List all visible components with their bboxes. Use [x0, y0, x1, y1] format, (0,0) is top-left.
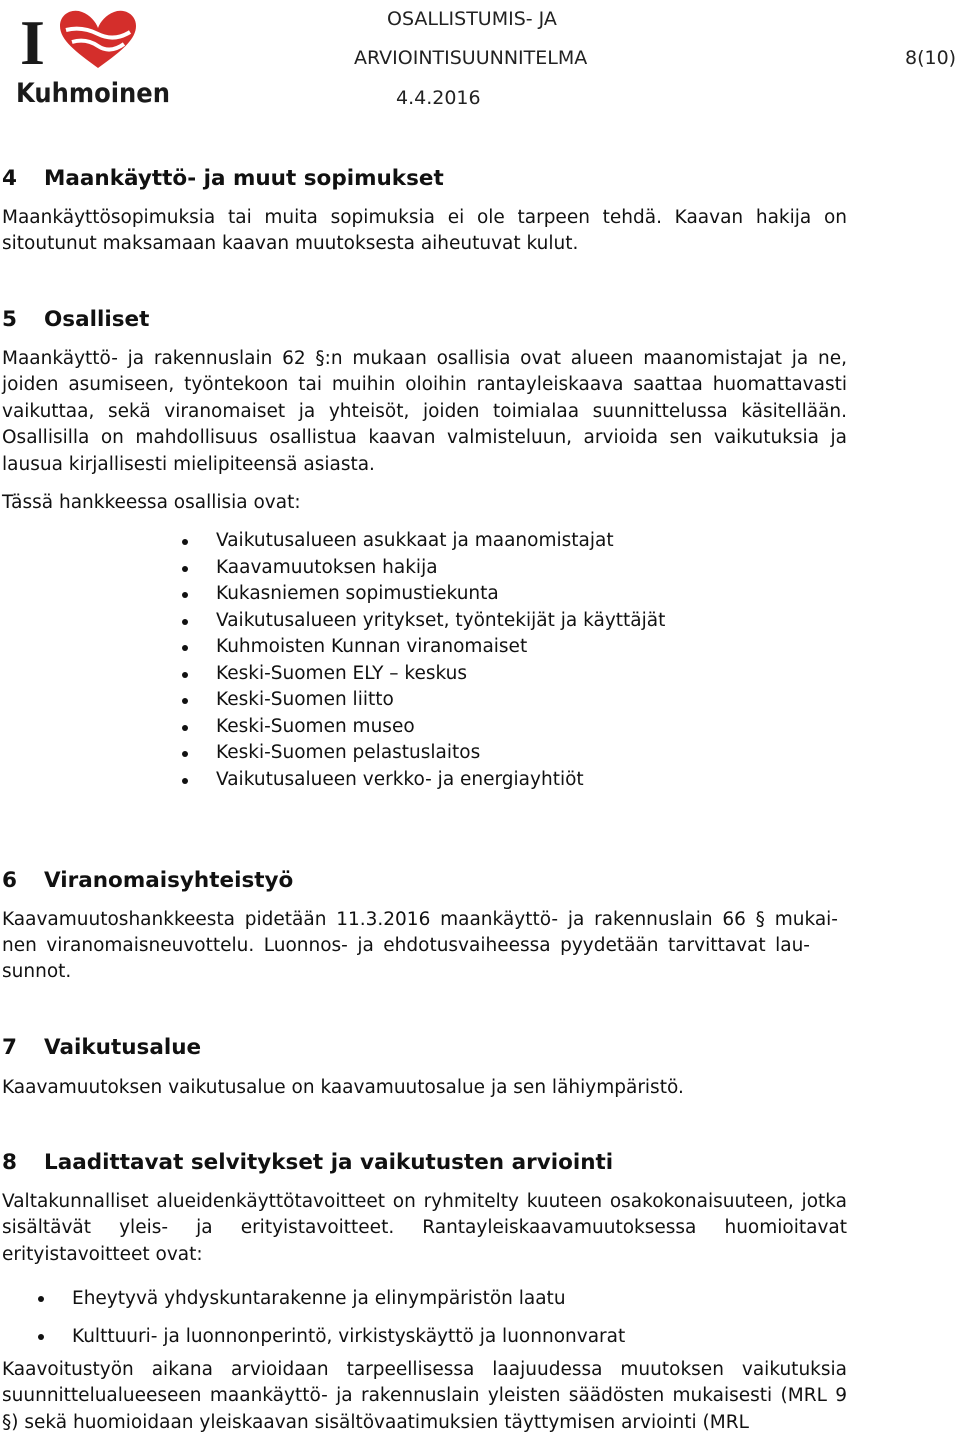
section-number: 7 [2, 1035, 17, 1060]
list-item: Vaikutusalueen yritykset, työntekijät ja käyttäjät [216, 608, 665, 635]
erityistavoitteet-list [72, 1280, 625, 1356]
list-item: Keski-Suomen pelastuslaitos [216, 740, 665, 767]
list-item: Vaikutusalueen asukkaat ja maanomistajat [216, 528, 665, 555]
kuhmoinen-logo [16, 6, 176, 110]
section-6-heading [2, 868, 293, 894]
section-5-heading [2, 307, 149, 333]
list-item: Kulttuuri- ja luonnonperintö, virkistyskäyttö ja luonnonvarat [72, 1318, 625, 1356]
section-5-list-intro: Tässä hankkeessa osallisia ovat: [2, 492, 301, 513]
list-item: Kuhmoisten Kunnan viranomaiset [216, 634, 665, 661]
list-item: Vaikutusalueen verkko- ja energiayhtiöt [216, 767, 665, 794]
section-title: Vaikutusalue [44, 1035, 202, 1060]
section-6-line-1: Kaavamuutoshankkeesta pidetään 11.3.2016 maankäyttö- ja rakennuslain 66 § mukai- [2, 909, 838, 930]
section-number: 4 [2, 166, 17, 191]
section-8-paragraph-2: Kaavoitustyön aikana arvioidaan tarpeellisessa laajuudessa muutoksen vaikutuksia suunnittelualueeseen maankäyttö- ja rakennuslain yleisten säädösten mukaisesti (MRL 9 §) sekä huomioidaan yleiskaavan sisältövaatimuksien täyttymisen arviointi (MRL [2, 1359, 847, 1433]
section-4-heading [2, 166, 444, 192]
list-item: Keski-Suomen liitto [216, 687, 665, 714]
section-8-paragraph: Valtakunnalliset alueidenkäyttötavoitteet on ryhmitelty kuuteen osakokonaisuuteen, jotka sisältävät yleis- ja erityistavoitteet. Rantayleiskaavamuutoksessa huomioitavat erityistavoitteet ovat: [2, 1191, 847, 1265]
logo-graphic [16, 6, 176, 110]
section-title: Laadittavat selvitykset ja vaikutusten arviointi [44, 1150, 614, 1175]
logo-town-name: Kuhmoinen [16, 78, 170, 109]
section-6-line-2: nen viranomaisneuvottelu. Luonnos- ja ehdotusvaiheessa pyydetään tarvittavat lau- [2, 935, 810, 956]
section-6-line-3: sunnot. [2, 961, 72, 982]
logo-letter: I [20, 7, 45, 78]
header-date: 4.4.2016 [396, 87, 481, 109]
heart-icon [60, 11, 136, 68]
osalliset-list [216, 528, 665, 793]
header-title-line1: OSALLISTUMIS- JA [387, 8, 557, 30]
list-item: Keski-Suomen museo [216, 714, 665, 741]
header-page-number: 8(10) [905, 47, 957, 69]
section-8-heading [2, 1150, 613, 1176]
list-item: Keski-Suomen ELY – keskus [216, 661, 665, 688]
list-item: Eheytyvä yhdyskuntarakenne ja elinympäristön laatu [72, 1280, 625, 1318]
section-title: Viranomaisyhteistyö [44, 868, 294, 893]
header-title-line2: ARVIOINTISUUNNITELMA [354, 47, 588, 69]
section-number: 8 [2, 1150, 17, 1175]
section-number: 6 [2, 868, 17, 893]
section-5-paragraph: Maankäyttö- ja rakennuslain 62 §:n mukaan osallisia ovat alueen maanomistajat ja ne, joiden asumiseen, työntekoon tai muihin oloihin rantayleiskaava saattaa huomattavasti vaikuttaa, sekä viranomaiset ja yhteisöt, joiden toimialaa suunnittelussa käsitellään. Osallisilla on mahdollisuus osallistua kaavan valmisteluun, arvioida sen vaikutuksia ja lausua kirjallisesti mielipiteensä asiasta. [2, 348, 847, 475]
section-7-heading [2, 1035, 201, 1061]
section-title: Maankäyttö- ja muut sopimukset [44, 166, 444, 191]
section-title: Osalliset [44, 307, 150, 332]
section-7-paragraph: Kaavamuutoksen vaikutusalue on kaavamuutosalue ja sen lähiympäristö. [2, 1077, 684, 1098]
section-4-paragraph: Maankäyttösopimuksia tai muita sopimuksia ei ole tarpeen tehdä. Kaavan hakija on sitoutunut maksamaan kaavan muutoksesta aiheutuvat kulut. [2, 207, 847, 255]
section-number: 5 [2, 307, 17, 332]
list-item: Kaavamuutoksen hakija [216, 555, 665, 582]
list-item: Kukasniemen sopimustiekunta [216, 581, 665, 608]
